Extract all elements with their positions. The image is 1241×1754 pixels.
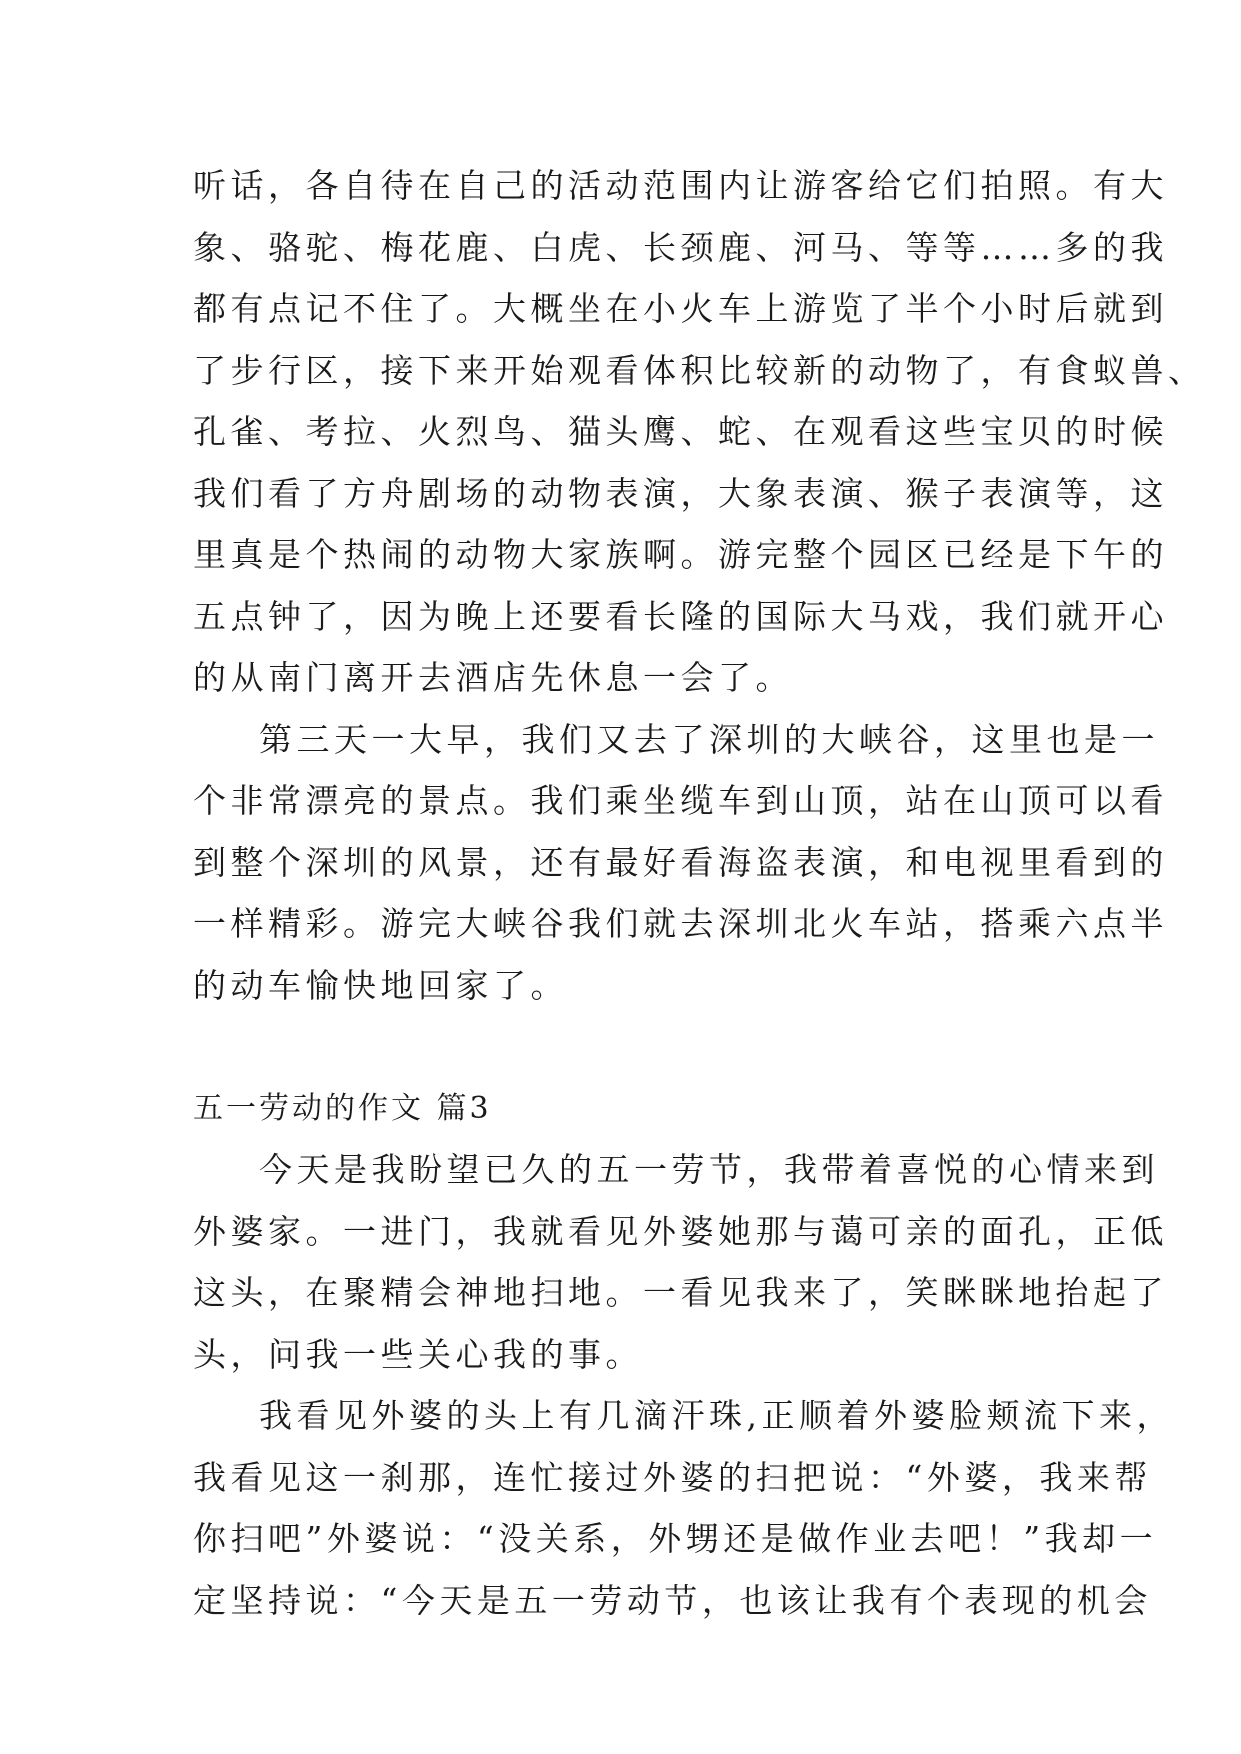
text-line: 个非常漂亮的景点。我们乘坐缆车到山顶，站在山顶可以看: [193, 781, 1168, 820]
paragraph-helping-grandma: [193, 1385, 1174, 1631]
text-line: 定坚持说：“今天是五一劳动节，也该让我有个表现的机会: [193, 1580, 1152, 1620]
text-line: 今天是我盼望已久的五一劳节，我带着喜悦的心情来到: [259, 1150, 1159, 1189]
text-line: 五点钟了，因为晚上还要看长隆的国际大马戏，我们就开心: [193, 596, 1168, 636]
text-line: 一样精彩。游完大峡谷我们就去深圳北火车站，搭乘六点半: [193, 904, 1168, 943]
paragraph-labor-day-intro: [193, 1139, 1168, 1385]
text-line: 孔雀、考拉、火烈鸟、猫头鹰、蛇、在观看这些宝贝的时候: [193, 412, 1168, 451]
text-line: 听话，各自待在自己的活动范围内让游客给它们拍照。有大: [193, 166, 1168, 205]
paragraph-day-three: [193, 709, 1168, 1017]
text-line: 外婆家。一进门，我就看见外婆她那与蔼可亲的面孔，正低: [193, 1211, 1168, 1251]
document-page: [193, 155, 1206, 1631]
text-line: 第三天一大早，我们又去了深圳的大峡谷，这里也是一: [259, 719, 1159, 759]
text-line: 了步行区，接下来开始观看体积比较新的动物了，有食蚁兽、: [193, 350, 1206, 390]
text-line: 你扫吧”外婆说：“没关系，外甥还是做作业去吧！”我却一: [193, 1519, 1158, 1558]
text-line: 我们看了方舟剧场的动物表演，大象表演、猴子表演等，这: [193, 473, 1168, 513]
text-line: 我看见这一刹那，连忙接过外婆的扫把说：“外婆，我来帮: [193, 1457, 1152, 1497]
text-line: 到整个深圳的风景，还有最好看海盗表演，和电视里看到的: [193, 842, 1168, 882]
text-line: 我看见外婆的头上有几滴汗珠,正顺着外婆脸颊流下来，: [259, 1396, 1174, 1435]
text-line: 这头，在聚精会神地扫地。一看见我来了，笑眯眯地抬起了: [193, 1273, 1168, 1312]
text-line: 里真是个热闹的动物大家族啊。游完整个园区已经是下午的: [193, 535, 1168, 574]
paragraph-zoo-continued: [193, 155, 1206, 709]
text-line: 都有点记不住了。大概坐在小火车上游览了半个小时后就到: [193, 289, 1168, 328]
text-line: 的动车愉快地回家了。: [193, 965, 568, 1005]
spacer: [193, 1016, 1055, 1078]
text-line: 头，问我一些关心我的事。: [193, 1334, 643, 1374]
text-line: 的从南门离开去酒店先休息一会了。: [193, 658, 793, 697]
section-heading: 五一劳动的作文 篇3: [193, 1090, 492, 1126]
text-line: 象、骆驼、梅花鹿、白虎、长颈鹿、河马、等等……多的我: [193, 227, 1168, 267]
